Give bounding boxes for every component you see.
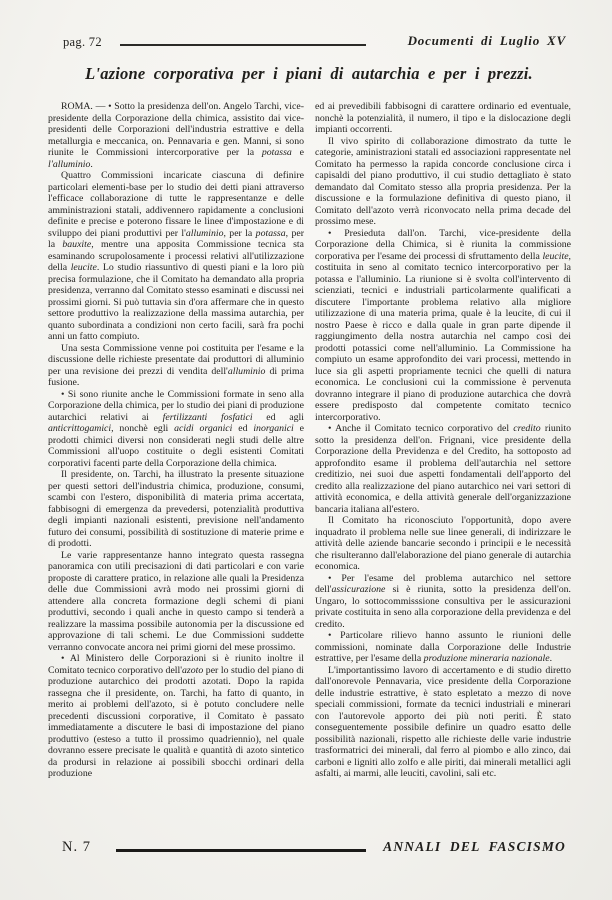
paragraph: Quattro Commissioni incaricate ciascuna di definire particolari elementi-base per lo studio dei detti piani attraverso l'efficace collaborazione di tutte le rappresentanze e delle amministrazioni statali, addivennero rapidamente a conclusioni definite e precise e poterono fissare le linee d'impostazione e di sviluppo dei piani produttivi per l'alluminio, per la potassa, per la bauxite, mentre una apposita Commissione tecnica sta esaminando scrupolosamente i processi relativi all'utilizzazione della leucite. Lo studio riassuntivo di questi piani e la loro più precisa formulazione, che il Comitato ha demandato alla propria presidenza, verranno dal Comitato stesso esaminati e discussi nei prossimi giorni. Si può tuttavia sin d'ora affermare che in questo settore produttivo la realizzazione della massima autarchia, per quanto subordinata a condizioni non certo facili, sarà fra pochi anni un fatto compiuto. [48,170,304,342]
header-rule [120,44,366,46]
footer-rule [116,849,366,852]
column-right [315,101,571,838]
journal-name: ANNALI DEL FASCISMO [383,839,566,854]
paragraph: • Presieduta dall'on. Tarchi, vice-presidente della Corporazione della Chimica, si è riunita la commissione corporativa per l'esame dei processi di sfruttamento della leucite, costituita in seno al comitato tecnico intercorporativo per la potassa e l'alluminio. La riunione si è svolta coll'intervento di scienziati, tecnici e industriali particolarmente qualificati a discutere l'importante problema relativo alla migliore utilizzazione di una materia prima, quale è la leucite, di cui il nostro Paese è ricco e dalla quale in gran parte dipende il raggiungimento della nostra autarchia nel campo così dei prodotti potassici come nell'alluminio. La Commissione ha compiuto un esame approfondito dei vari processi, mettendo in luce sia gli aspetti propriamente tecnici che quelli di natura economica. Le conclusioni cui la commissione è pervenuta dovranno integrare il piano di produzione autarchica che dovrà essere predisposto dal competente comitato tecnico intercorporativo. [315,227,571,423]
paragraph: ROMA. — • Sotto la presidenza dell'on. Angelo Tarchi, vice-presidente della Corporazione della chimica, assistito dai vice-presidenti delle Corporazioni dell'industria estrattive e della metallurgia e meccanica, on. Pennavaria e gen. Manni, si sono riunite le Commissioni intercorporative per la potassa e l'alluminio. [48,101,304,170]
journal-issue-title: Documenti di Luglio XV [407,33,566,48]
issue-number: N. 7 [62,839,91,855]
paragraph: Il presidente, on. Tarchi, ha illustrato la presente situazione per questi settori dell'industria chimica, produzione, consumi, scambi con l'estero, disponibilità di materia prima accertata, fabbisogni di emergenza da prevedersi, potenzialità produttiva degli impianti nazionali esistenti, previsione nell'andamento futuro dei consumi, possibilità di sostituzione di materie prime e di prodotti. [48,469,304,549]
paragraph: • Particolare rilievo hanno assunto le riunioni delle commissioni, nominate dalla Corporazione delle Industrie estrattive, per l'esame della produzione mineraria nazionale. [315,630,571,664]
paragraph: • Si sono riunite anche le Commissioni formate in seno alla Corporazione della chimica, per lo studio dei piani di produzione autarchici relativi ai fertilizzanti fosfatici ed agli anticrittogamici, nonchè egli acidi organici ed inorganici e prodotti chimici diversi non considerati negli studi delle altre Commissioni all'uopo costituite o degli esistenti Comitati corporativi facenti parte della Corporazione della chimica. [48,388,304,469]
paragraph: • Anche il Comitato tecnico corporativo del credito riunito sotto la presidenza dell'on. Frignani, vice presidente della Corporazione della Previdenza e del Credito, ha sottoposto ad approfondito esame il problema dell'autarchia nel settore creditizio, nei suoi due aspetti fondamentali dell'apporto del credito alla realizzazione del piano autarchico nei vari settori di attività economica, e della attività generale dell'organizzazione bancaria italiana all'estero. [315,423,571,515]
paragraph: • Per l'esame del problema autarchico nel settore dell'assicurazione si è riunita, sotto la presidenza dell'on. Ungaro, lo sottocommisssione consultiva per le assicurazioni private costituita in seno alla corporazione della previdenza e del credito. [315,572,571,630]
paragraph: Il vivo spirito di collaborazione dimostrato da tutte le categorie, aministrazioni statali ed associazioni rappresentate nel Comitato ha permesso la rapida concorde conclusione circa i capisaldi del piano produttivo, il cui studio dettagliato è stato demandato dal Comitato stesso alla propria presidenza. Per la discussione e la formulazione definitiva di questo piano, il Comitato dell'azoto verrà riconvocato nella prima decade del prossimo mese. [315,135,571,227]
paragraph: Una sesta Commissione venne poi costituita per l'esame e la discussione delle richieste presentate dai produttori di alluminio per una revisione dei prezzi di vendita dell'alluminio di prima fusione. [48,342,304,388]
paragraph: L'importantissimo lavoro di accertamento e di studio diretto dall'onorevole Pennavaria, vice presidente della Corporazione delle industrie estrattive, è stato espletato a mezzo di nove speciali commissioni, formate da tecnici industriali e minerari con l'autorevole apporto dei più noti periti. È stato conseguentemente possibile definire un quadro esatto delle possibilità nazionali, rispetto alle richieste delle varie industrie trasformatrici dei minerali, dal ferro al piombo e allo zinco, dai carboni e ligniti allo zolfo e alle piriti, dai minerali metallici agli asfalti, ai marmi, alle leuciti, cavolini, sali etc. [315,664,571,779]
page-number-label: pag. 72 [63,35,102,49]
paragraph: • Al Ministero delle Corporazioni si è riunito inoltre il Comitato tecnico corporativo dell'azoto per lo studio del piano di produzione autarchico dei prodotti azotati. Dopo la rapida rassegna che il presidente, on. Tarchi, ha fatto di quanto, in merito ai problemi dell'azoto, si è potuto concludere nelle precedenti discussioni corporative, il Comitato è passato immediatamente a discutere le basi di impostazione del piano produttivo (esteso a tutto il prossimo quadriennio), nel quale dovranno essere precisate le qualità e quantità di azoto sintetico da prodursi in relazione ai possibili sbocchi ordinari della produzione [48,653,304,779]
column-left [48,101,304,838]
paragraph: Le varie rappresentanze hanno integrato questa rassegna panoramica con utili precisazioni di dati particolari e con varie proposte di carattere pratico, in relazione alle quali la Presidenza delle due Commissioni avrà modo nei prossimi giorni di attendere alla concreta formazione degli schemi di piani produttivi, secondo i quali anche in questo campo si tenderà a realizzare la massima possibile autonomia per la discussione ed approvazione di tali schemi. Le due Commissioni suddette verranno convocate ancora nei primi giorni del mese prossimo. [48,549,304,653]
paragraph: ed ai prevedibili fabbisogni di carattere ordinario ed eventuale, nonchè la potenzialità, il numero, il tipo e la dislocazione degli impianti occorrenti. [315,101,571,135]
article-body [48,101,571,838]
article-title: L'azione corporativa per i piani di autarchia e per i prezzi. [85,64,533,83]
paragraph: Il Comitato ha riconosciuto l'opportunità, dopo avere inquadrato il problema nelle sue linee generali, di indirizzare le attività delle aziende bancarie secondo i principii e le necessità che risulteranno dall'elaborazione del piano generale di autarchia economica. [315,515,571,572]
